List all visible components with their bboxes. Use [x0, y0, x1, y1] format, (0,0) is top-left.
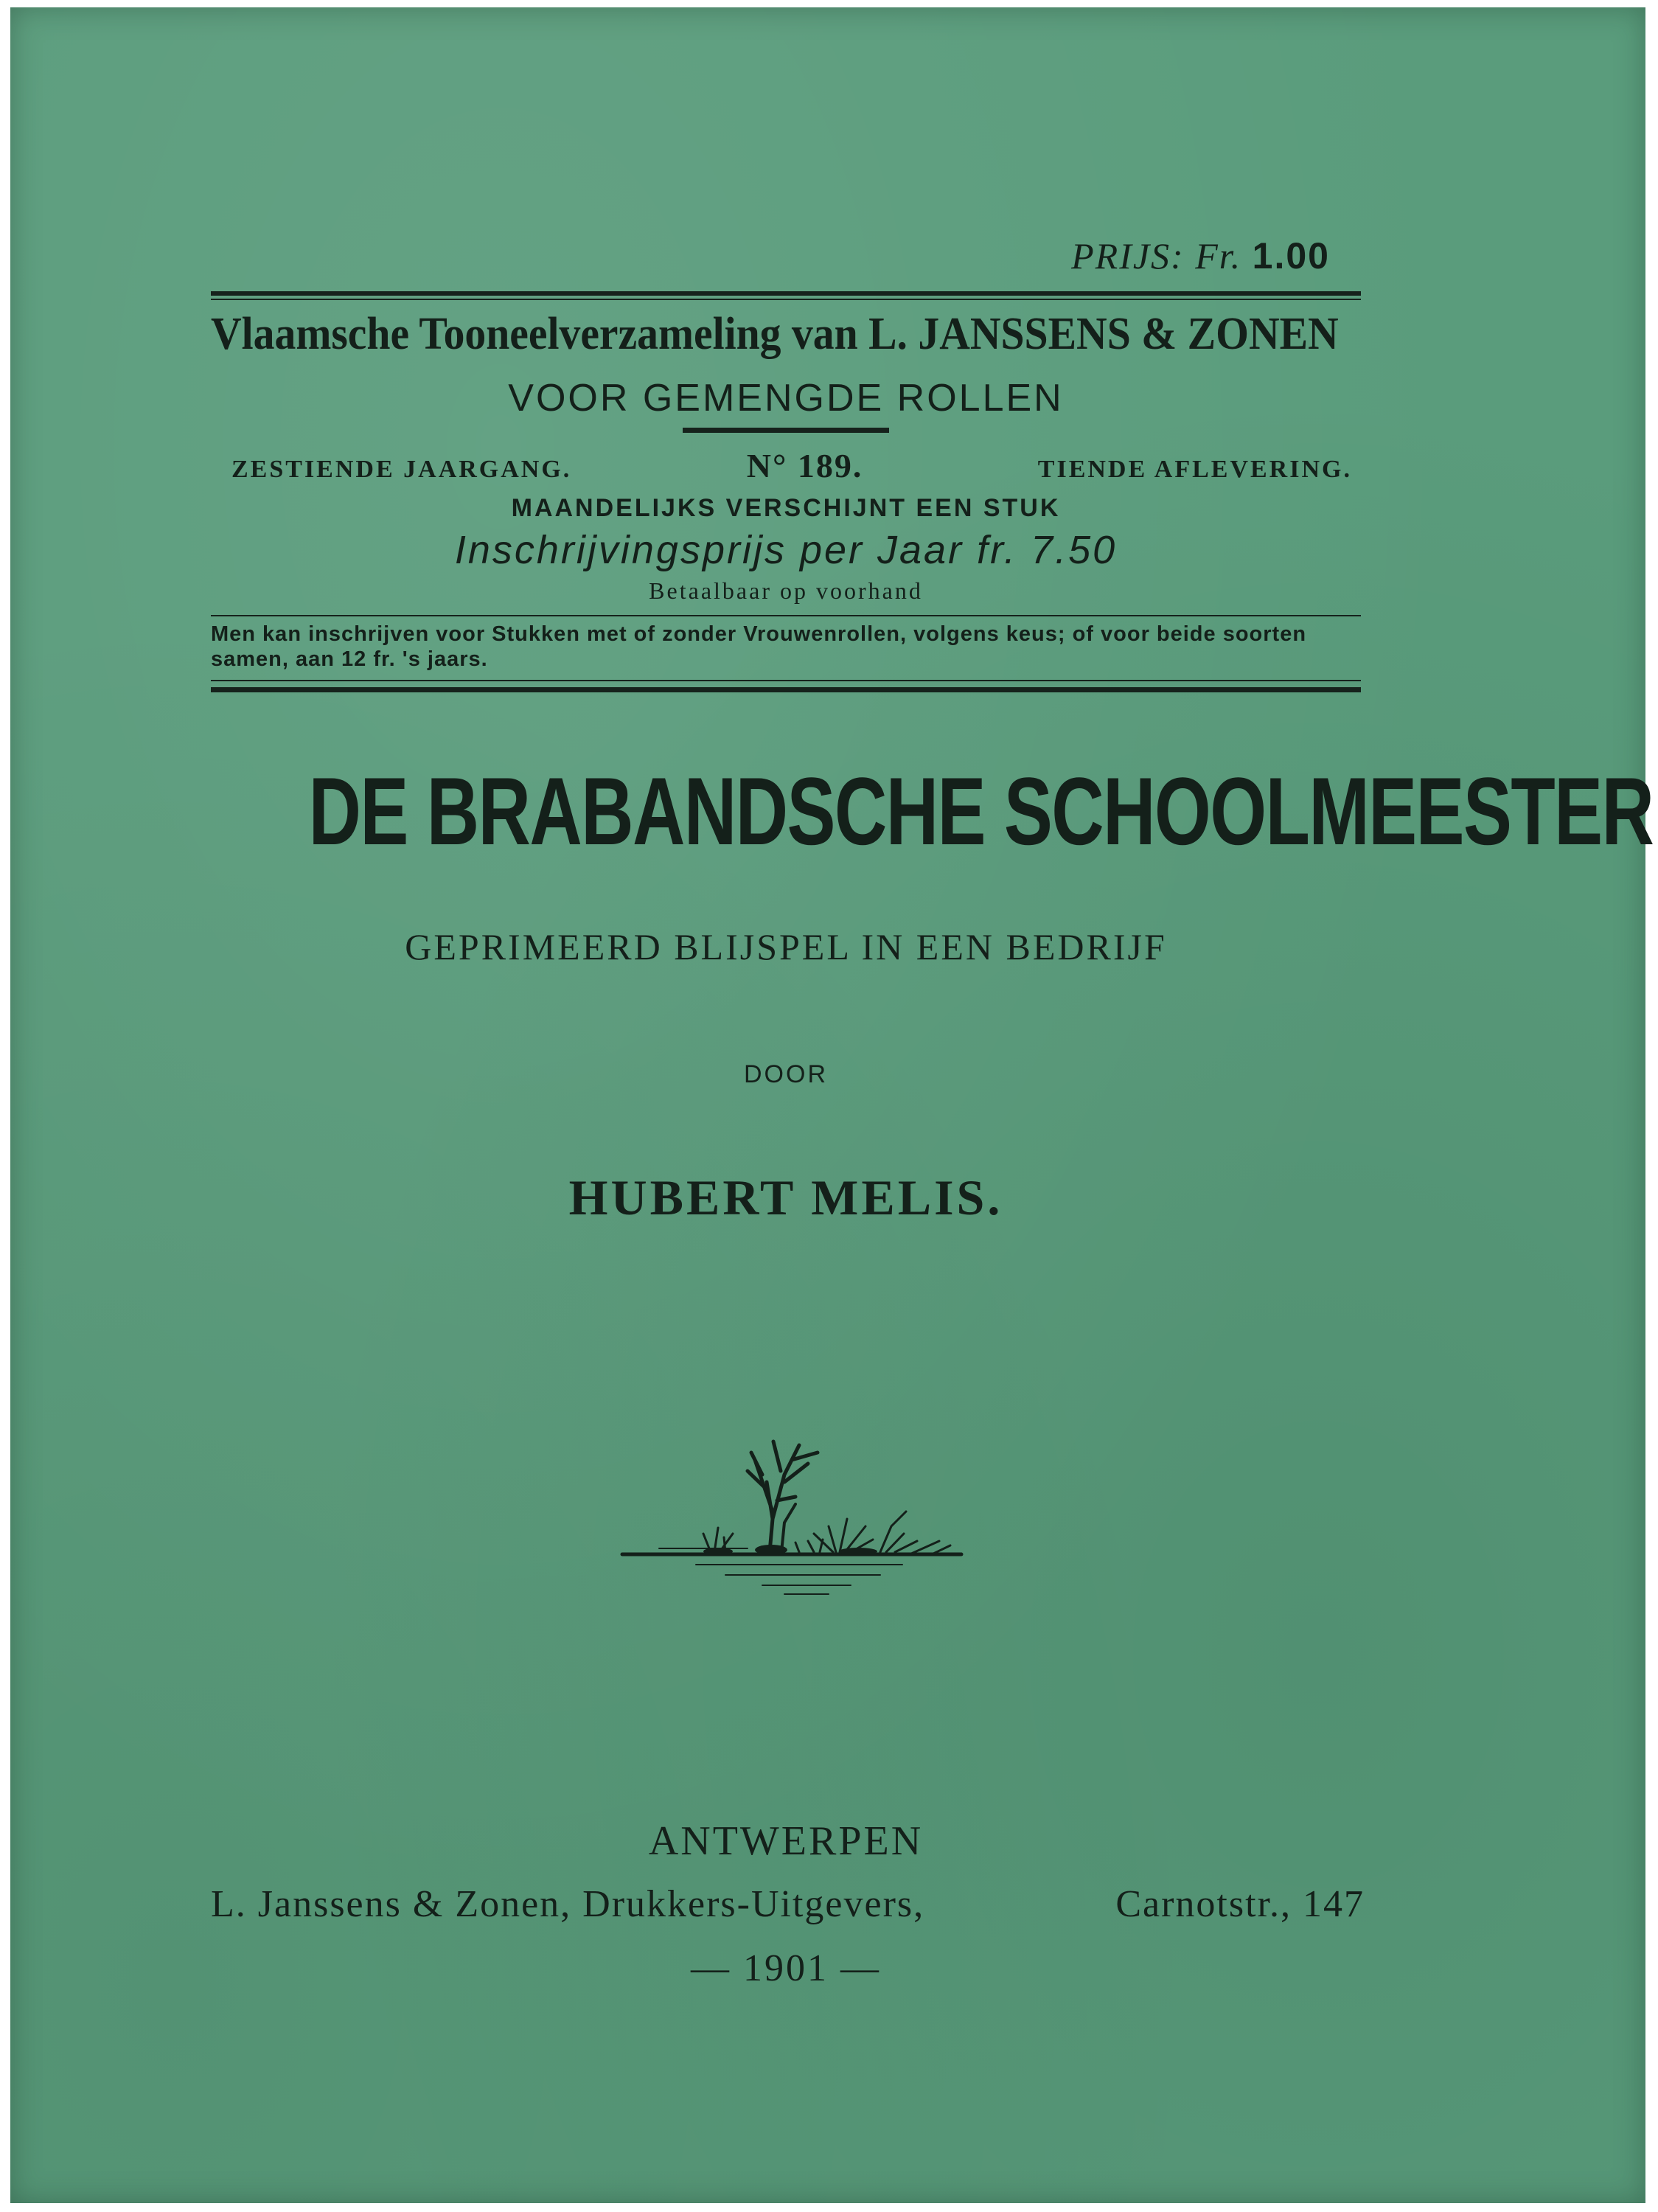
series-underline — [683, 428, 889, 433]
prepayment-note: Betaalbaar op voorhand — [649, 577, 923, 604]
price-value: 1.00 — [1252, 235, 1330, 276]
publication-year: — 1901 — — [691, 1947, 881, 1989]
book-subtitle: GEPRIMEERD BLIJSPEL IN EEN BEDRIJF — [405, 926, 1167, 967]
top-rule-thin — [211, 299, 1361, 300]
book-cover — [10, 7, 1654, 2203]
frequency-note: MAANDELIJKS VERSCHIJNT EEN STUK — [511, 494, 1061, 522]
volume-year: ZESTIENDE JAARGANG. — [231, 456, 572, 483]
issue-number: N° 189. — [746, 447, 863, 484]
subscription-price: Inschrijvingsprijs per Jaar fr. 7.50 — [454, 528, 1118, 572]
series-title: VOOR GEMENGDE ROLLEN — [508, 377, 1064, 420]
publication-city: ANTWERPEN — [648, 1818, 924, 1864]
top-rule-thick — [211, 291, 1361, 296]
by-label: DOOR — [744, 1060, 828, 1088]
author-name: HUBERT MELIS. — [568, 1169, 1003, 1225]
collection-title: Vlaamsche Tooneelverzameling van L. JANSSENS & ZONEN — [211, 309, 1339, 359]
landscape-vignette-icon — [615, 1430, 969, 1615]
subscription-note: Men kan inschrijven voor Stukken met of zonder Vrouwenrollen, volgens keus; of voor beide soorten samen, aan 12 fr. 's jaars. — [211, 622, 1307, 671]
volume-row — [231, 446, 1352, 485]
note-rule-thick — [211, 687, 1361, 692]
publisher-address: Carnotstr., 147 — [1115, 1883, 1365, 1925]
price-line — [961, 234, 1330, 277]
note-rule-bottom — [211, 680, 1361, 681]
publisher-name: L. Janssens & Zonen, Drukkers-Uitgevers, — [211, 1883, 925, 1925]
price-label: PRIJS: Fr. — [1071, 235, 1242, 276]
book-title: DE BRABANDSCHE SCHOOLMEESTER — [308, 757, 1654, 865]
note-rule-top — [211, 615, 1361, 616]
publisher-line — [211, 1882, 1365, 1926]
issue-count: TIENDE AFLEVERING. — [1037, 456, 1352, 483]
